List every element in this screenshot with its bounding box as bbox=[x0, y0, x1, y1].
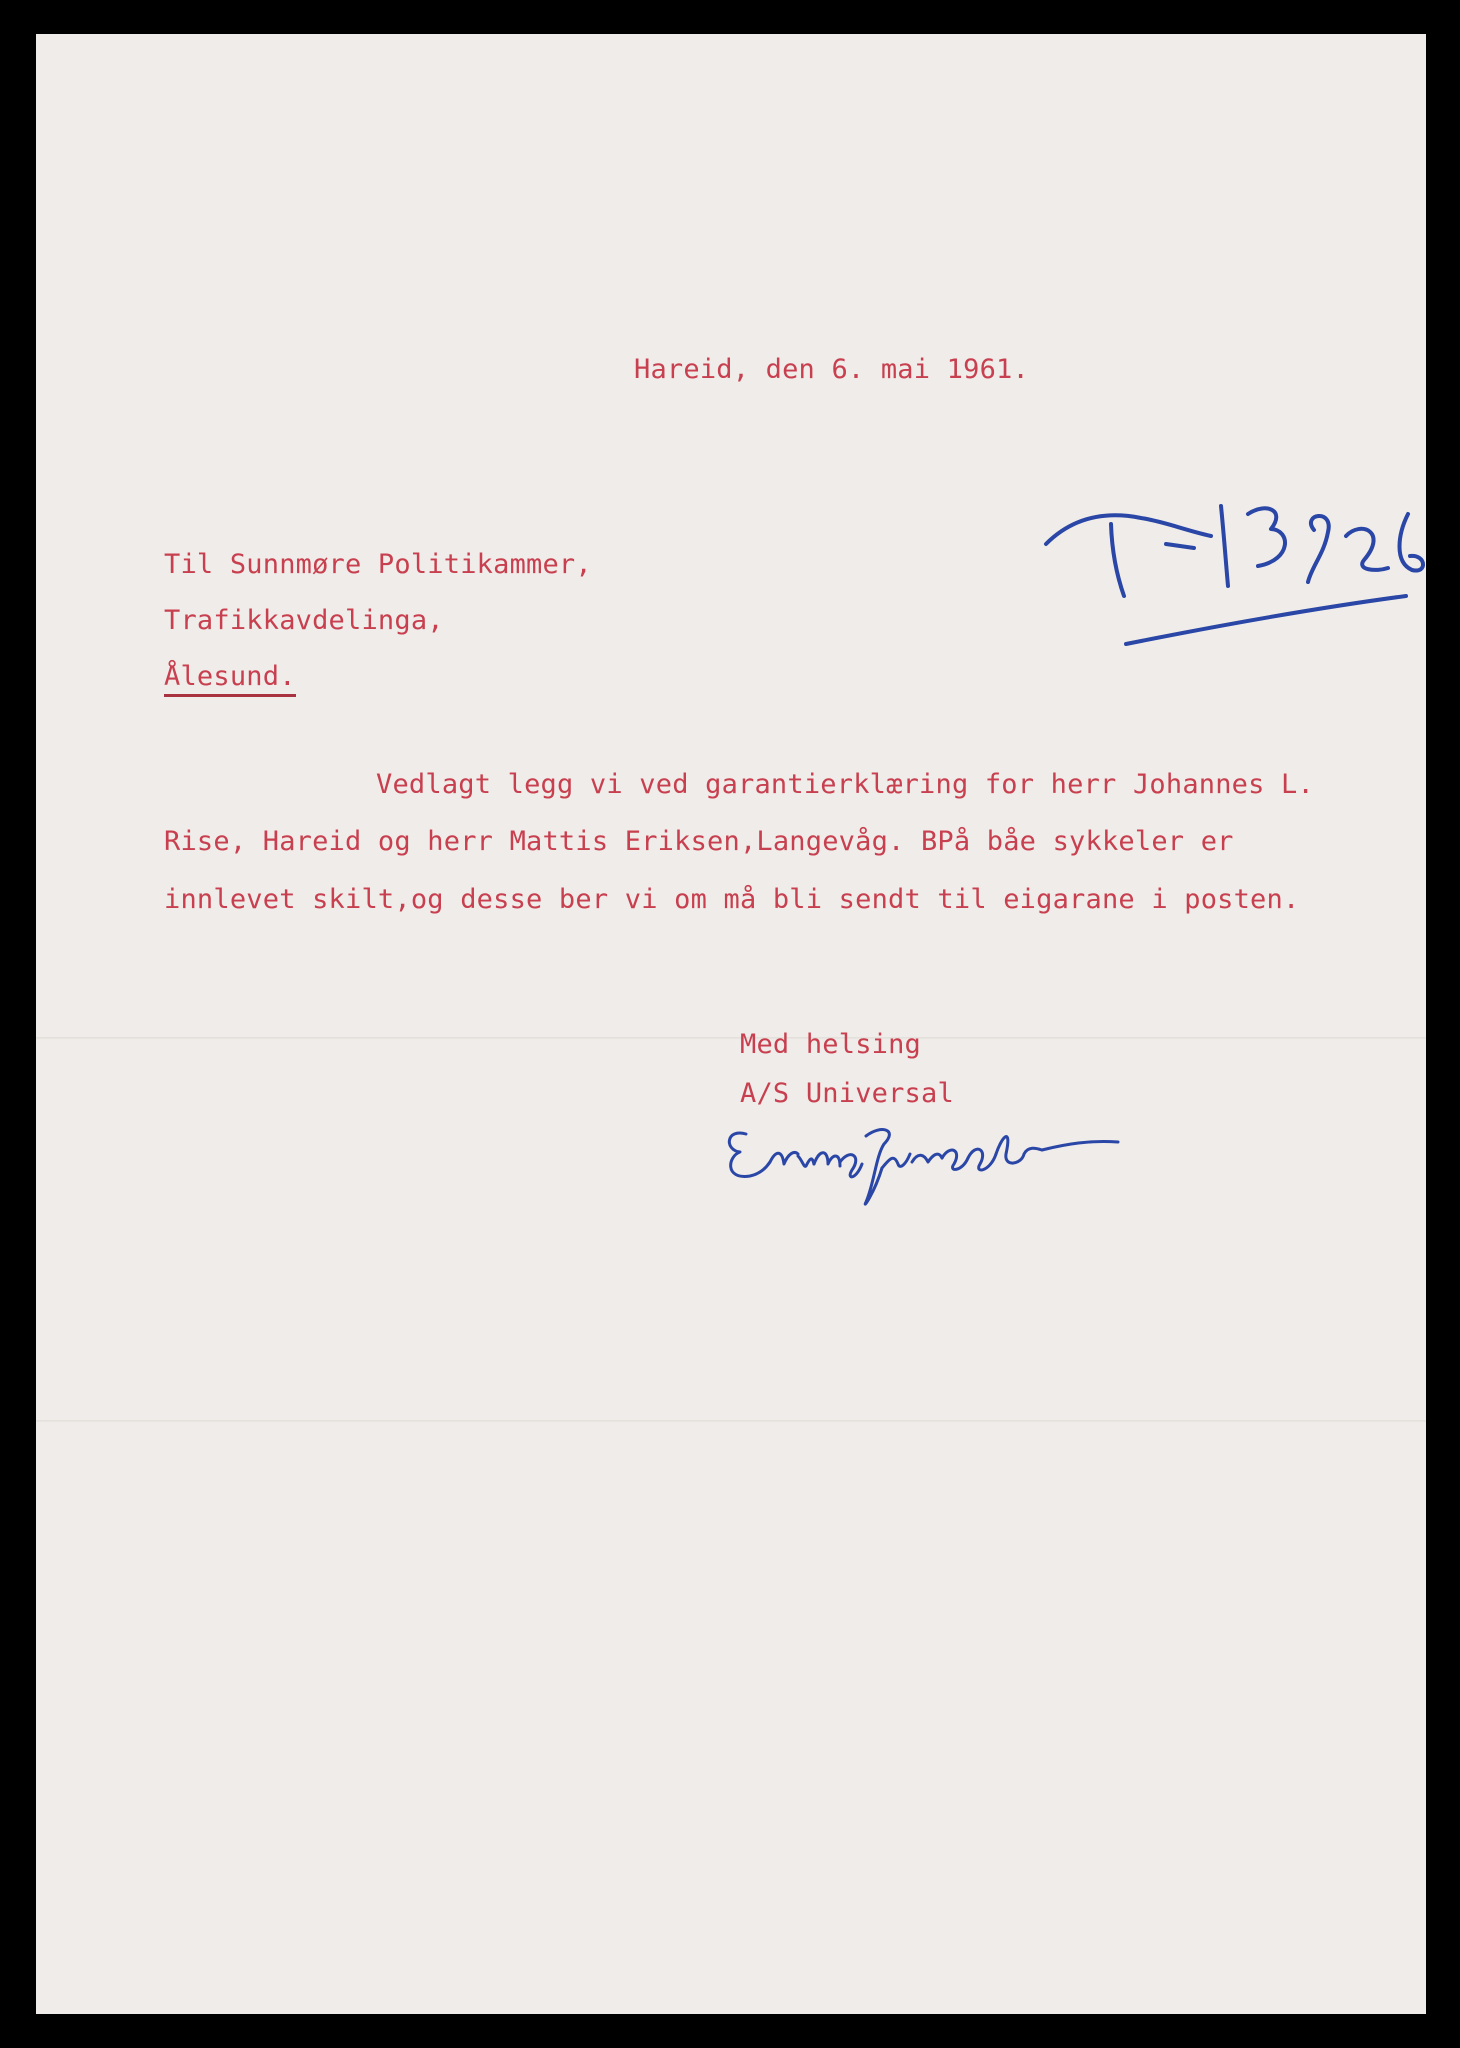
body-line-3: innlevet skilt,og desse ber vi om må bli sendt til eigarane i posten. bbox=[164, 884, 1300, 915]
recipient-line-1: Til Sunnmøre Politikammer, bbox=[164, 549, 592, 580]
svg-text:Erling Fjellvold: Erling Fjellvold bbox=[706, 1084, 713, 1085]
paper-fold-lower bbox=[36, 1420, 1426, 1423]
paper-fold-upper bbox=[36, 1037, 1426, 1040]
closing-company: A/S Universal bbox=[740, 1078, 954, 1109]
recipient-line-2: Trafikkavdelinga, bbox=[164, 605, 444, 636]
letter-page bbox=[36, 34, 1426, 2014]
handwritten-signature bbox=[706, 1084, 1136, 1194]
recipient-line-3: Ålesund. bbox=[164, 661, 296, 697]
svg-text:T-13926.: T-13926. bbox=[1016, 474, 1020, 475]
date-line: Hareid, den 6. mai 1961. bbox=[634, 354, 1029, 385]
body-line-1: Vedlagt legg vi ved garantierklæring for herr Johannes L. bbox=[376, 769, 1314, 800]
closing-greeting: Med helsing bbox=[740, 1029, 922, 1060]
body-line-2: Rise, Hareid og herr Mattis Eriksen,Langevåg. BPå båe sykkeler er bbox=[164, 826, 1234, 857]
handwritten-reference-mark bbox=[1016, 474, 1426, 654]
